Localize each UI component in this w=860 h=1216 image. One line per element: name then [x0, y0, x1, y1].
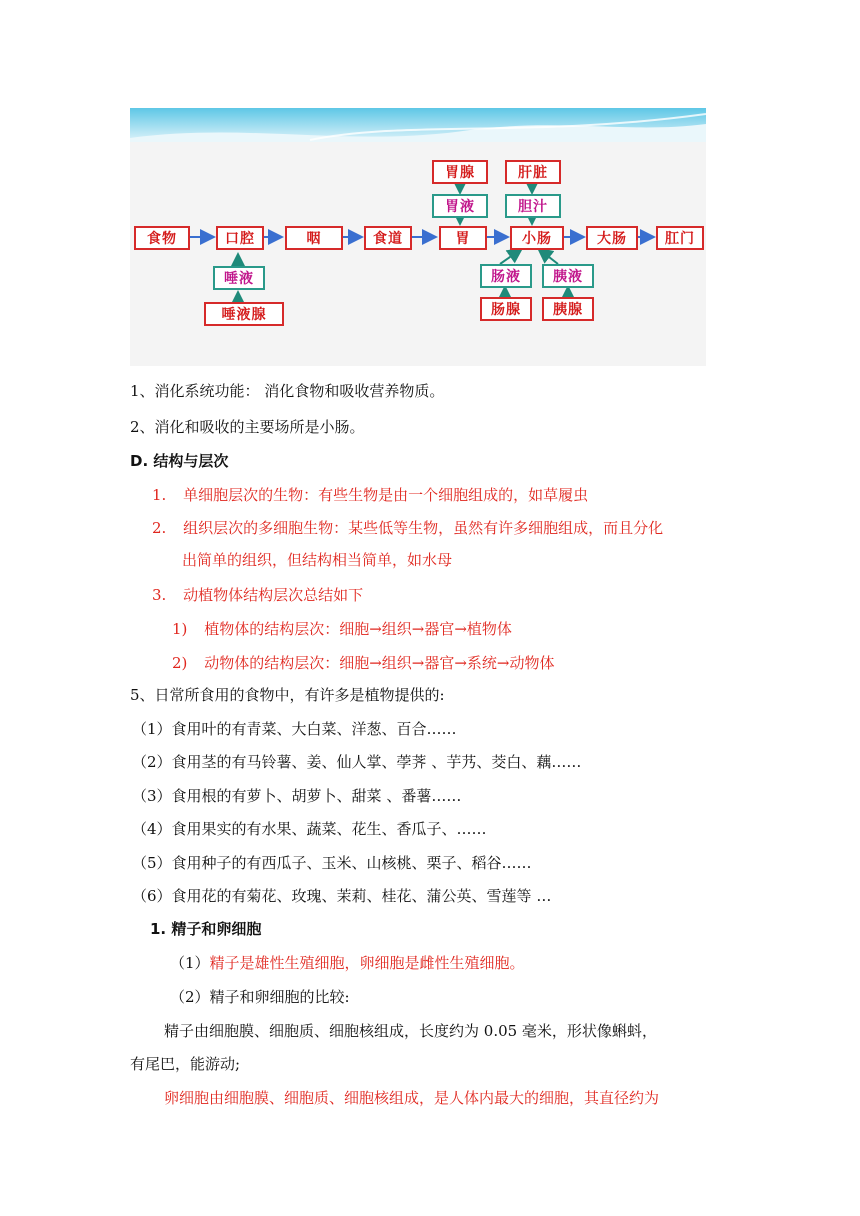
paragraph-reproductive-cells — [170, 952, 525, 974]
paragraph-sperm-description-continued: 有尾巴，能游动; — [130, 1055, 241, 1073]
node-intestinal-juice: 肠液 — [480, 264, 532, 288]
sub-item-animal-text: 动物体的结构层次：细胞→组织→器官→系统→动物体 — [204, 654, 555, 672]
sub-item-animal — [172, 652, 554, 674]
paragraph-egg-description: 卵细胞由细胞膜、细胞质、细胞核组成，是人体内最大的细胞，其直径约为 — [164, 1089, 660, 1107]
node-liver: 肝脏 — [505, 160, 561, 184]
list-item-1 — [152, 484, 588, 506]
node-anus: 肛门 — [656, 226, 704, 250]
paragraph-main-site: 2、消化和吸收的主要场所是小肠。 — [130, 418, 365, 436]
paragraph-foods-intro: 5、日常所食用的食物中，有许多是植物提供的: — [130, 686, 445, 704]
node-gastric-juice: 胃液 — [432, 194, 488, 218]
food-item-stem: （2）食用茎的有马铃薯、姜、仙人掌、荸荠 、芋艿、茭白、藕…… — [132, 753, 582, 771]
paragraph-reproductive-cells-prefix: （1） — [170, 954, 210, 972]
list-item-2-continued: 出简单的组织，但结构相当简单，如水母 — [182, 551, 453, 569]
list-item-3-number: 3. — [152, 586, 167, 604]
food-item-fruit: （4）食用果实的有水果、蔬菜、花生、香瓜子、…… — [132, 820, 487, 838]
digestive-system-diagram — [130, 108, 706, 366]
sub-item-animal-number: 2) — [172, 654, 188, 672]
node-stomach: 胃 — [439, 226, 487, 250]
food-item-root: （3）食用根的有萝卜、胡萝卜、甜菜 、番薯…… — [132, 787, 462, 805]
list-item-1-number: 1. — [152, 486, 167, 504]
node-pancreas: 胰腺 — [542, 297, 594, 321]
node-small-intestine: 小肠 — [510, 226, 564, 250]
food-item-leaf: （1）食用叶的有青菜、大白菜、洋葱、百合…… — [132, 720, 457, 738]
list-item-2-text: 组织层次的多细胞生物：某些低等生物，虽然有许多细胞组成，而且分化 — [183, 519, 664, 537]
node-bile: 胆汁 — [505, 194, 561, 218]
list-item-2 — [152, 517, 663, 539]
paragraph-digestive-function: 1、消化系统功能： 消化食物和吸收营养物质。 — [130, 382, 445, 400]
sub-item-plant-number: 1) — [172, 620, 188, 638]
heading-structure-levels: D. 结构与层次 — [130, 452, 229, 470]
node-pharynx: 咽 — [285, 226, 343, 250]
food-item-flower: （6）食用花的有菊花、玫瑰、茉莉、桂花、蒲公英、雪莲等 … — [132, 887, 552, 905]
node-food: 食物 — [134, 226, 190, 250]
node-esophagus: 食道 — [364, 226, 412, 250]
node-gastric-gland: 胃腺 — [432, 160, 488, 184]
list-item-2-number: 2. — [152, 519, 167, 537]
node-salivary-gland: 唾液腺 — [204, 302, 284, 326]
node-large-intestine: 大肠 — [586, 226, 638, 250]
sub-item-plant — [172, 618, 512, 640]
food-item-seed: （5）食用种子的有西瓜子、玉米、山核桃、栗子、稻谷…… — [132, 854, 532, 872]
node-pancreatic-juice: 胰液 — [542, 264, 594, 288]
paragraph-reproductive-cells-text: 精子是雄性生殖细胞，卵细胞是雌性生殖细胞。 — [209, 954, 525, 972]
node-intestinal-gland: 肠腺 — [480, 297, 532, 321]
paragraph-sperm-description: 精子由细胞膜、细胞质、细胞核组成，长度约为 0.05 毫米，形状像蝌蚪， — [164, 1022, 657, 1040]
heading-sperm-and-egg: 1. 精子和卵细胞 — [150, 920, 262, 938]
list-item-1-text: 单细胞层次的生物：有些生物是由一个细胞组成的，如草履虫 — [183, 486, 589, 504]
list-item-3 — [152, 584, 363, 606]
list-item-3-text: 动植物体结构层次总结如下 — [183, 586, 364, 604]
node-saliva: 唾液 — [213, 266, 265, 290]
sub-item-plant-text: 植物体的结构层次：细胞→组织→器官→植物体 — [204, 620, 512, 638]
paragraph-comparison-heading: （2）精子和卵细胞的比较: — [170, 988, 350, 1006]
node-mouth: 口腔 — [216, 226, 264, 250]
